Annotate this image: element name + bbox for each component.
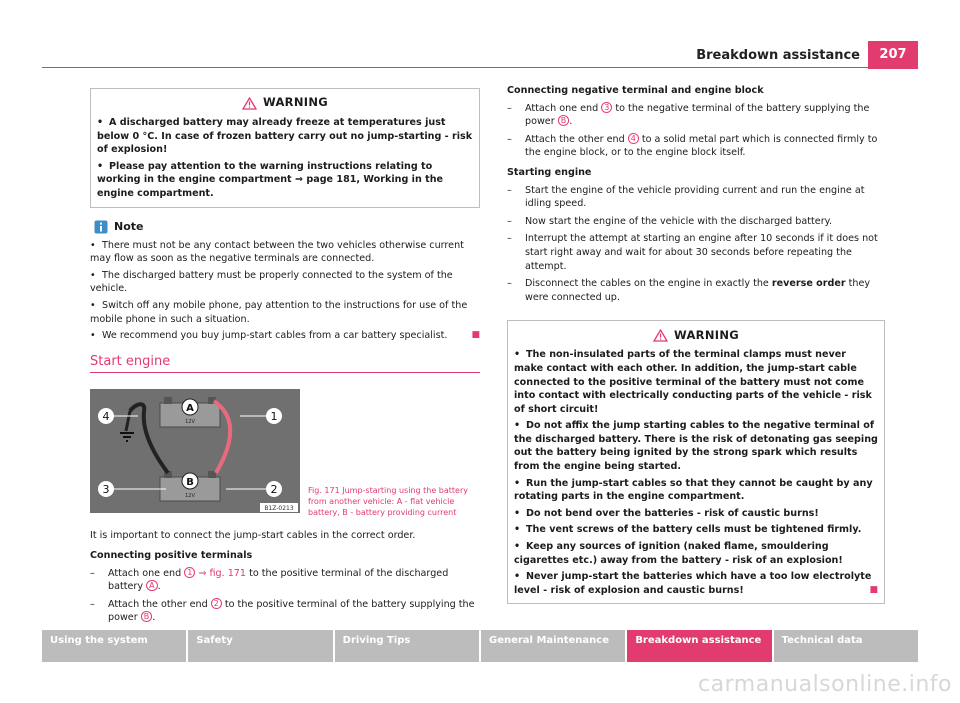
positive-step-2: – Attach the other end 2 to the positive terminal of the battery supplying the power B . (90, 598, 475, 624)
callout-4: 4 (102, 410, 110, 424)
section-title: Start engine (90, 353, 171, 369)
warning-item: • Do not affix the jump starting cables to the negative terminal of the discharged battery. There is the risk of detonating gas seeping out the battery being ignited by the strong spark which results from the engine being started. (514, 420, 878, 473)
warning-item: • Run the jump-start cables so that they cannot be caught by any rotating parts in the engine compartment. (514, 477, 873, 503)
step-number: 1 (184, 567, 195, 578)
starting-heading: Starting engine (507, 166, 592, 178)
battery-letter: B (558, 115, 570, 126)
callout-3: 3 (102, 483, 110, 497)
page-section-title: Breakdown assistance (696, 48, 860, 63)
warning-item: • Please pay attention to the warning instructions relating to working in the engine compartment ⇒ page 181, Working in the engine compartment. (97, 160, 444, 199)
note-item: • The discharged battery must be properly connected to the system of the vehicle. (90, 269, 453, 295)
left-column (90, 88, 480, 625)
warning-heading (514, 325, 878, 345)
step-number: 3 (601, 102, 612, 113)
chapter-tabs (42, 630, 918, 662)
tab-breakdown-assistance[interactable]: Breakdown assistance (627, 630, 771, 662)
starting-step: – Now start the engine of the vehicle with the discharged battery. (507, 215, 832, 227)
jump-start-figure (90, 389, 300, 513)
starting-step: – Interrupt the attempt at starting an engine after 10 seconds if it does not start right away and wait for about 30 seconds before repeating the attempt. (507, 233, 878, 272)
negative-step-2: – Attach the other end 4 to a solid metal part which is connected firmly to the engine block, or to the engine block itself. (507, 133, 878, 159)
warning-item: • The non-insulated parts of the terminal clamps must never make contact with each other. In addition, the jump-start cable connected to the positive terminal of the battery must not come into contact with electrically conducting parts of the vehicle - risk of short circuit! (514, 349, 872, 415)
note-block (90, 218, 480, 343)
battery-letter: A (146, 580, 157, 591)
warning-item: • Never jump-start the batteries which have a too low electrolyte level - risk of explosion and caustic burns! ■ (514, 571, 878, 596)
starting-step: – Disconnect the cables on the engine in exactly the reverse order they were connected up. (507, 278, 871, 303)
battery-b-label: B (186, 477, 194, 489)
section-rule (90, 372, 480, 373)
warning-item: • A discharged battery may already freeze at temperatures just below 0 °C. In case of frozen battery carry out no jump-starting - risk of explosion! (97, 117, 473, 156)
step-number: 2 (211, 598, 222, 609)
note-item: • There must not be any contact between the two vehicles otherwise current may flow as soon as the negative terminals are connected. (90, 239, 464, 265)
end-square-icon: ■ (471, 330, 480, 341)
header-rule (42, 67, 868, 68)
note-heading (90, 218, 480, 236)
watermark: carmanualsonline.info (698, 672, 952, 697)
page-number: 207 (868, 41, 918, 69)
tab-safety[interactable]: Safety (188, 630, 332, 662)
tab-using-the-system[interactable]: Using the system (42, 630, 186, 662)
note-item: • Switch off any mobile phone, pay attention to the instructions for use of the mobile phone in such a situation. (90, 299, 468, 325)
starting-step: – Start the engine of the vehicle providing current and run the engine at idling speed. (507, 184, 865, 210)
figure-code: B1Z-0213 (264, 505, 294, 513)
step-number: 4 (628, 133, 639, 144)
warning-item: • Keep any sources of ignition (naked flame, smouldering cigarettes etc.) away from the battery - risk of an explosion! (514, 541, 843, 566)
figure-caption: Fig. 171 Jump-starting using the battery from another vehicle: A - flat vehicle battery, B - battery providing current (308, 486, 468, 518)
warning-box-left (90, 88, 480, 208)
tab-technical-data[interactable]: Technical data (774, 630, 918, 662)
warning-triangle-icon (242, 97, 257, 110)
callout-1: 1 (270, 410, 278, 424)
note-title: Note (114, 219, 144, 233)
warning-item: • Do not bend over the batteries - risk of caustic burns! (514, 507, 819, 519)
warning-item: • The vent screws of the battery cells must be tightened firmly. (514, 524, 862, 536)
positive-step-1: – Attach one end 1 ⇒ fig. 171 to the positive terminal of the discharged battery A . (90, 567, 449, 593)
warning-title: WARNING (263, 95, 328, 110)
negative-heading: Connecting negative terminal and engine block (507, 85, 764, 96)
info-icon (94, 220, 108, 234)
tab-driving-tips[interactable]: Driving Tips (335, 630, 479, 662)
callout-2: 2 (270, 483, 278, 497)
negative-step-1: – Attach one end 3 to the negative terminal of the battery supplying the power B . (507, 102, 870, 128)
warning-box-right (507, 320, 885, 604)
figure-reference-link[interactable]: ⇒ fig. 171 (195, 567, 247, 579)
end-square-icon: ■ (869, 584, 878, 595)
battery-a-label: A (186, 403, 194, 415)
battery-letter: B (141, 611, 153, 622)
voltage-label-b: 12V (185, 493, 195, 500)
warning-triangle-icon (653, 329, 668, 342)
positive-heading: Connecting positive terminals (90, 549, 253, 561)
warning-heading (97, 93, 473, 113)
voltage-label-a: 12V (185, 419, 195, 426)
right-column (507, 84, 885, 604)
intro-paragraph: It is important to connect the jump-start cables in the correct order. (90, 530, 416, 542)
jump-start-diagram (90, 389, 300, 513)
note-item: • We recommend you buy jump-start cables from a car battery specialist. ■ (90, 330, 480, 342)
tab-general-maintenance[interactable]: General Maintenance (481, 630, 625, 662)
warning-title: WARNING (674, 327, 739, 342)
figure-row (90, 389, 480, 518)
